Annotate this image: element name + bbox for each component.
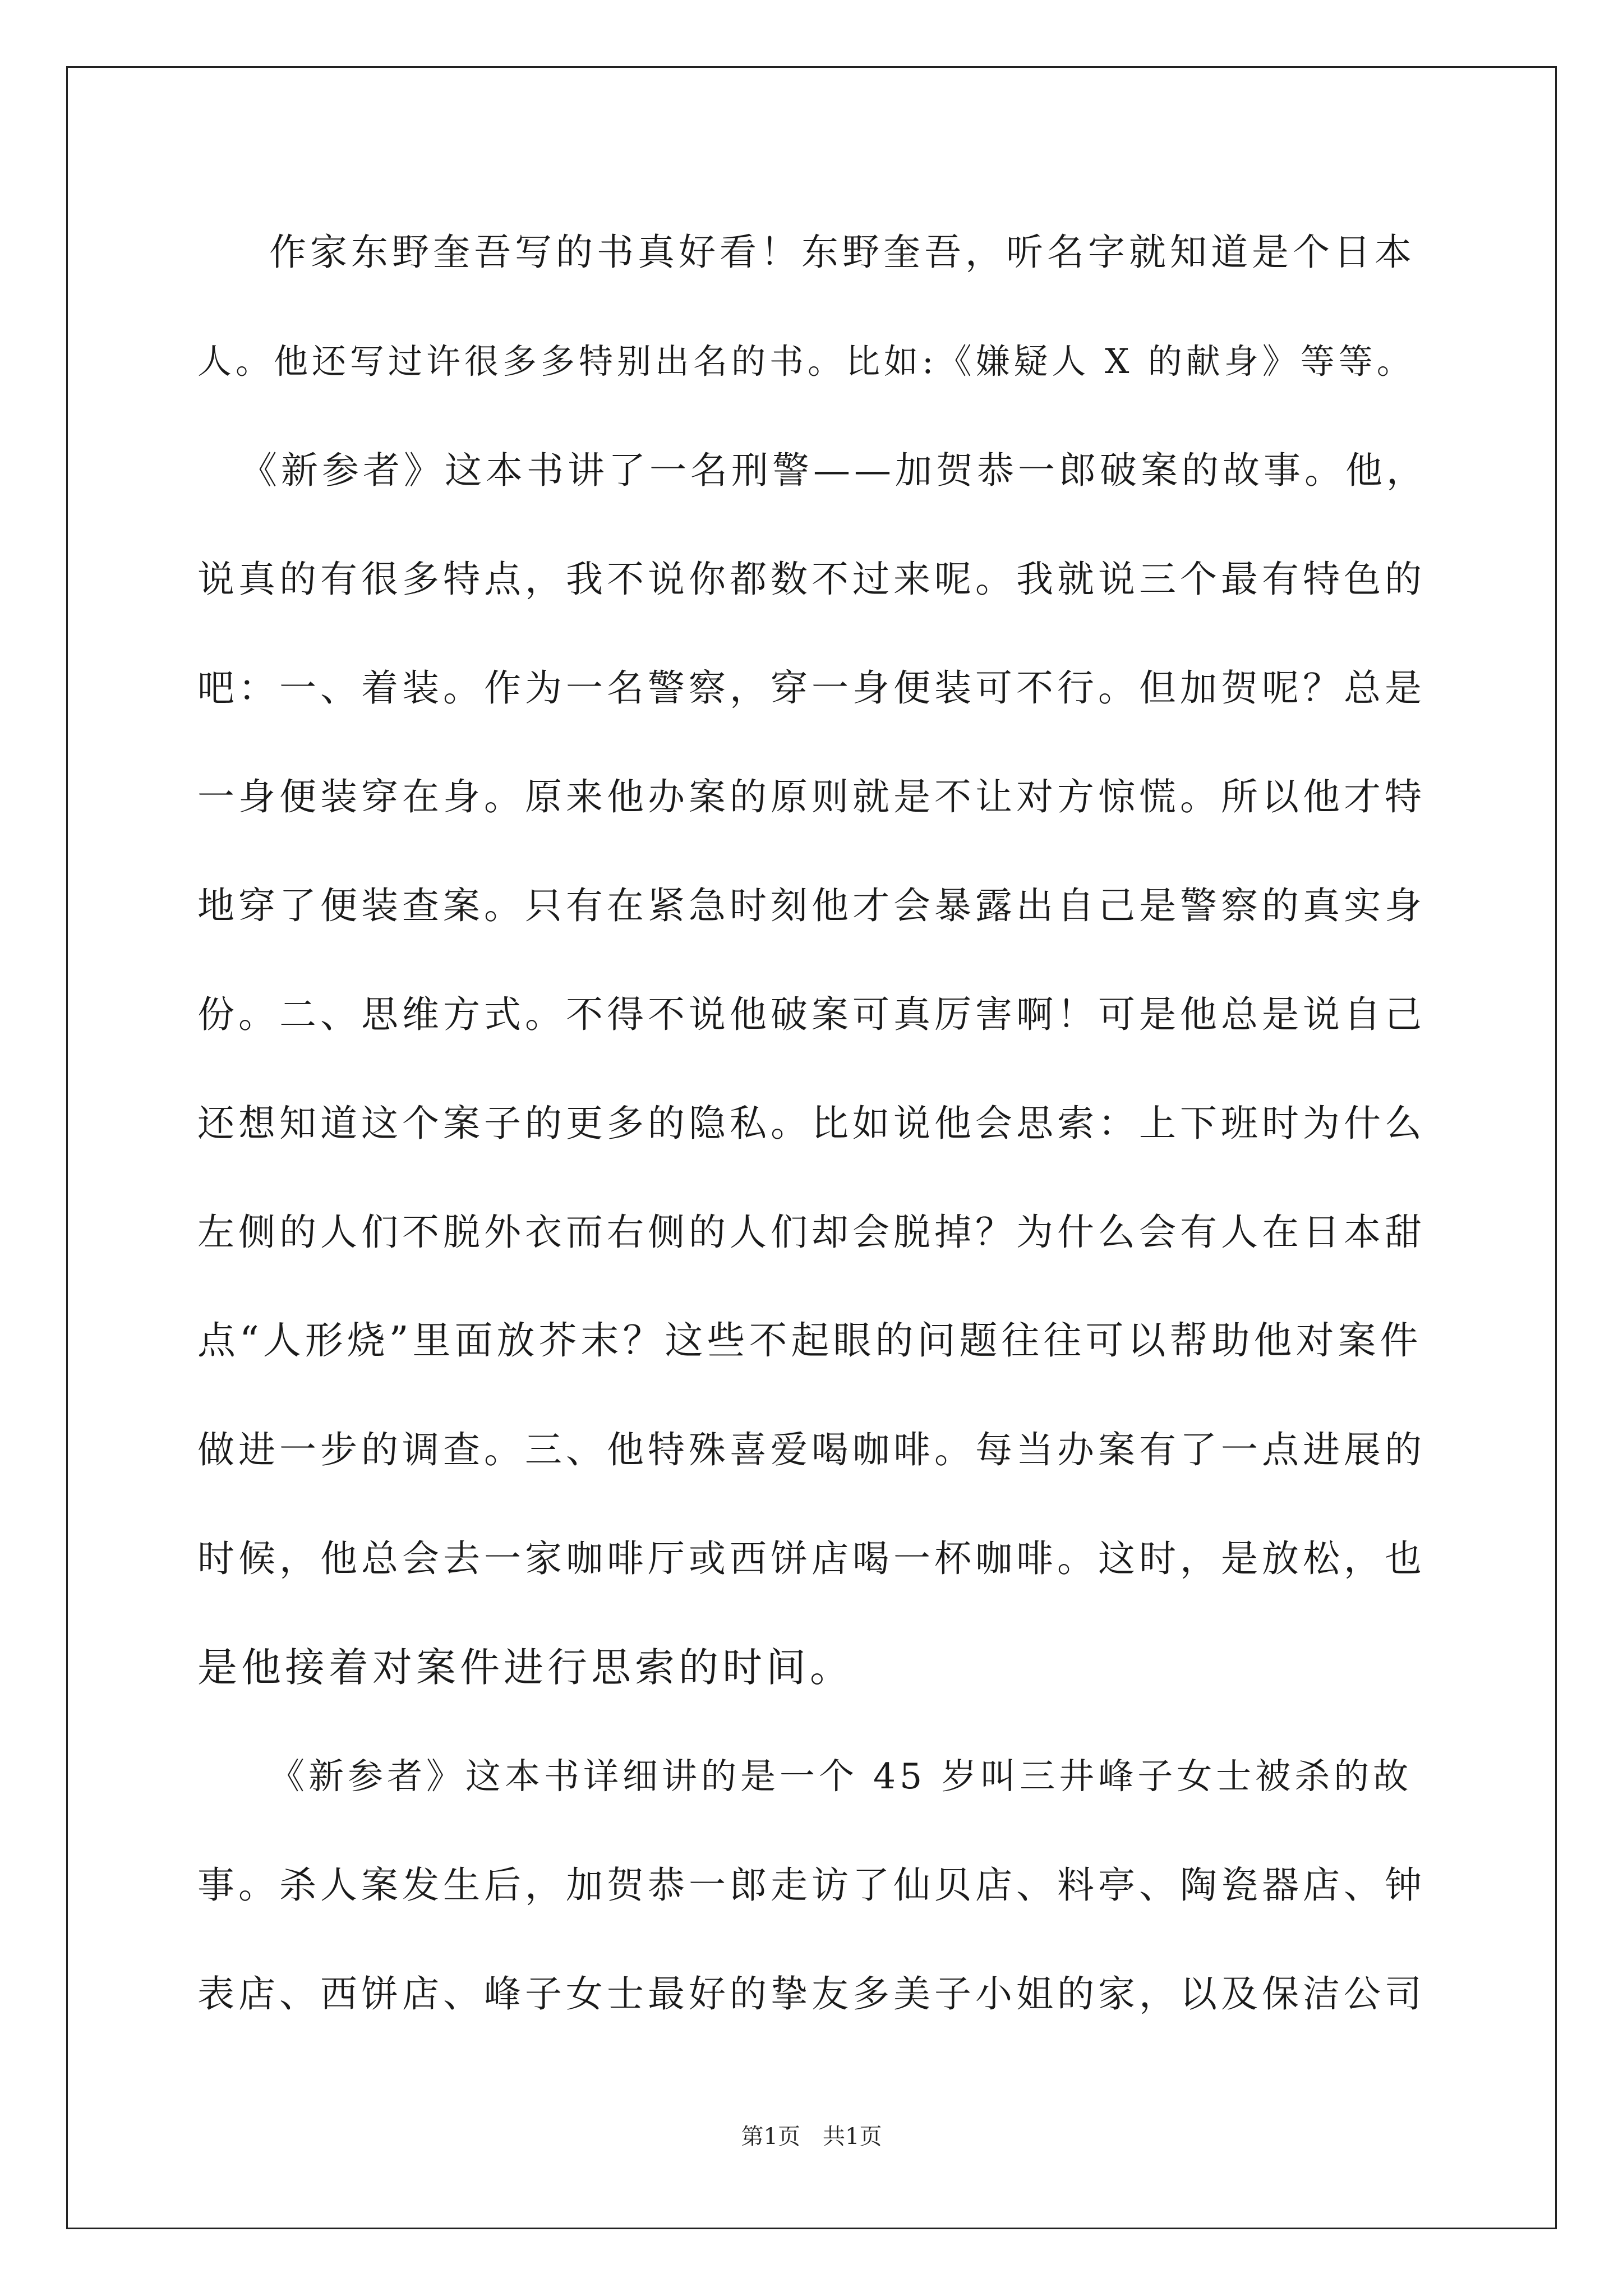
page-footer: 第1页 共1页 — [741, 2124, 882, 2150]
text-line-8: 份。二、思维方式。不得不说他破案可真厉害啊！可是他总是说自己 — [197, 993, 1426, 1036]
text-line-4: 说真的有很多特点，我不说你都数不过来呢。我就说三个最有特色的 — [197, 558, 1426, 601]
text-line-10: 左侧的人们不脱外衣而右侧的人们却会脱掉？为什么会有人在日本甜 — [197, 1211, 1426, 1254]
text-line-12: 做进一步的调查。三、他特殊喜爱喝咖啡。每当办案有了一点进展的 — [197, 1428, 1426, 1471]
text-line-2: 人。他还写过许很多多特别出名的书。比如:《嫌疑人 X 的献身》等等。 — [197, 342, 1415, 381]
text-line-17: 表店、西饼店、峰子女士最好的挚友多美子小姐的家，以及保洁公司 — [197, 1972, 1426, 2016]
text-line-14: 是他接着对案件进行思索的时间。 — [197, 1644, 854, 1691]
text-line-1: 作家东野奎吾写的书真好看！东野奎吾，听名字就知道是个日本 — [269, 231, 1415, 274]
text-line-16: 事。杀人案发生后，加贺恭一郎走访了仙贝店、料亭、陶瓷器店、钟 — [197, 1864, 1426, 1907]
text-line-6: 一身便装穿在身。原来他办案的原则就是不让对方惊慌。所以他才特 — [197, 775, 1426, 818]
text-line-15: 《新参者》这本书详细讲的是一个 45 岁叫三井峰子女士被杀的故 — [269, 1756, 1413, 1797]
text-line-13: 时候，他总会去一家咖啡厅或西饼店喝一杯咖啡。这时，是放松，也 — [197, 1537, 1426, 1580]
text-line-3: 《新参者》这本书讲了一名刑警——加贺恭一郎破案的故事。他， — [240, 449, 1427, 492]
text-line-7: 地穿了便装查案。只有在紧急时刻他才会暴露出自己是警察的真实身 — [197, 884, 1426, 927]
text-line-9: 还想知道这个案子的更多的隐私。比如说他会思索：上下班时为什么 — [197, 1102, 1426, 1145]
text-line-11: 点“人形烧”里面放芥末？这些不起眼的问题往往可以帮助他对案件 — [197, 1319, 1422, 1363]
text-line-5: 吧：一、着装。作为一名警察，穿一身便装可不行。但加贺呢？总是 — [197, 666, 1426, 710]
